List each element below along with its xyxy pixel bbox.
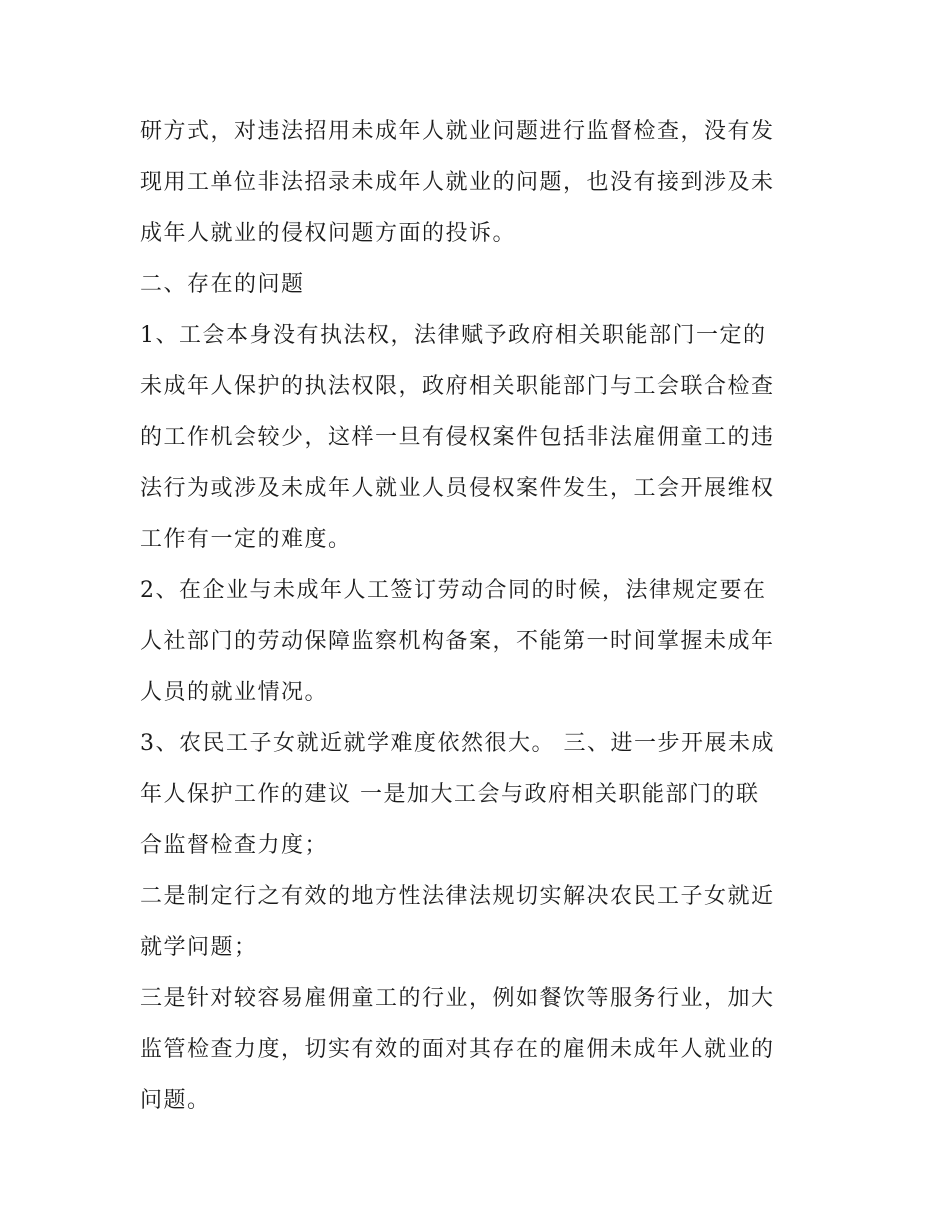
text-line: 问题。 [140, 1088, 211, 1113]
text-line: 人社部门的劳动保障监察机构备案，不能第一时间掌握未成年 [140, 629, 775, 654]
text-line: 2、在企业与未成年人工签订劳动合同的时候，法律规定要在 [140, 578, 767, 603]
text-line: 工作有一定的难度。 [140, 527, 352, 552]
document-body [140, 106, 812, 1126]
text-line: 1、工会本身没有执法权，法律赋予政府相关职能部门一定的 [140, 323, 767, 348]
text-line: 未成年人保护的执法权限，政府相关职能部门与工会联合检查 [140, 374, 775, 399]
text-line: 现用工单位非法招录未成年人就业的问题，也没有接到涉及未 [140, 170, 775, 195]
text-line: 二是制定行之有效的地方性法律法规切实解决农民工子女就近 [140, 884, 775, 909]
text-line: 监管检查力度，切实有效的面对其存在的雇佣未成年人就业的 [140, 1037, 775, 1062]
text-line: 研方式，对违法招用未成年人就业问题进行监督检查，没有发 [140, 119, 775, 144]
text-line: 三是针对较容易雇佣童工的行业，例如餐饮等服务行业，加大 [140, 986, 775, 1011]
text-line: 合监督检查力度； [140, 833, 329, 858]
text-line: 年人保护工作的建议 一是加大工会与政府相关职能部门的联 [140, 782, 760, 807]
text-line: 就学问题； [140, 935, 258, 960]
text-line: 成年人就业的侵权问题方面的投诉。 [140, 221, 517, 246]
text-line: 3、农民工子女就近就学难度依然很大。 三、进一步开展未成 [140, 731, 775, 756]
section-heading: 二、存在的问题 [140, 272, 305, 297]
text-line: 的工作机会较少，这样一旦有侵权案件包括非法雇佣童工的违 [140, 425, 775, 450]
text-line: 人员的就业情况。 [140, 680, 329, 705]
text-line: 法行为或涉及未成年人就业人员侵权案件发生，工会开展维权 [140, 476, 775, 501]
